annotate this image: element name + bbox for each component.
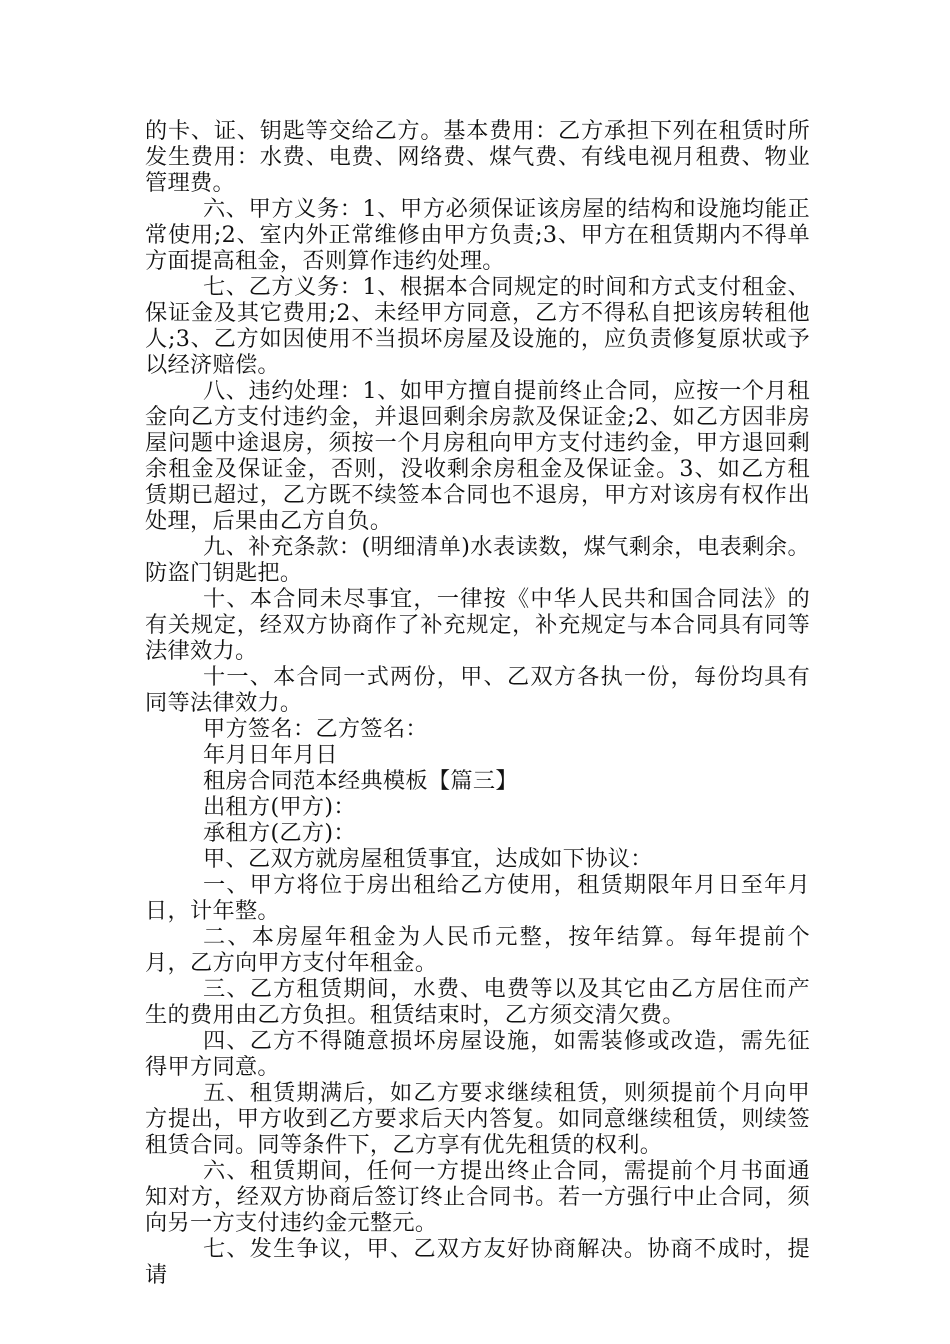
paragraph-clause-8-breach: 八、违约处理：1、如甲方擅自提前终止合同，应按一个月租金向乙方支付违约金，并退回剩余房款及保证金;2、如乙方因非房屋问题中途退房，须按一个月房租向甲方支付违约金，甲方退回剩余租金及保证金，否则，没收剩余房租金及保证金。3、如乙方租赁期已超过，乙方既不续签本合同也不退房，甲方对该房有权作出处理，后果由乙方自负。 [145, 378, 810, 534]
date-line: 年月日年月日 [203, 742, 338, 768]
document-body [145, 118, 810, 1288]
paragraph-continuation: 的卡、证、钥匙等交给乙方。基本费用：乙方承担下列在租赁时所发生费用：水费、电费、网络费、煤气费、有线电视月租费、物业管理费。 [145, 118, 810, 196]
paragraph-clause-9-supplementary: 九、补充条款：(明细清单)水表读数，煤气剩余，电表剩余。防盗门钥匙把。 [145, 534, 810, 586]
paragraph-clause-10-matters: 十、本合同未尽事宜，一律按《中华人民共和国合同法》的有关规定，经双方协商作了补充规定，补充规定与本合同具有同等法律效力。 [145, 586, 810, 664]
paragraph-article-4: 四、乙方不得随意损坏房屋设施，如需装修或改造，需先征得甲方同意。 [145, 1028, 810, 1080]
paragraph-clause-6-landlord-duties: 六、甲方义务：1、甲方必须保证该房屋的结构和设施均能正常使用;2、室内外正常维修由甲方负责;3、甲方在租赁期内不得单方面提高租金，否则算作违约处理。 [145, 196, 810, 274]
paragraph-clause-7-tenant-duties: 七、乙方义务：1、根据本合同规定的时间和方式支付租金、保证金及其它费用;2、未经甲方同意，乙方不得私自把该房转租他人;3、乙方如因使用不当损坏房屋及设施的，应负责修复原状或予以经济赔偿。 [145, 274, 810, 378]
signature-line: 甲方签名：乙方签名： [203, 716, 428, 742]
paragraph-article-1: 一、甲方将位于房出租给乙方使用，租赁期限年月日至年月日，计年整。 [145, 872, 810, 924]
lessor-line: 出租方(甲方)： [203, 794, 356, 820]
paragraph-article-6: 六、租赁期间，任何一方提出终止合同，需提前个月书面通知对方，经双方协商后签订终止合同书。若一方强行中止合同，须向另一方支付违约金元整元。 [145, 1158, 810, 1236]
paragraph-article-5: 五、租赁期满后，如乙方要求继续租赁，则须提前个月向甲方提出，甲方收到乙方要求后天内答复。如同意继续租赁，则续签租赁合同。同等条件下，乙方享有优先租赁的权利。 [145, 1080, 810, 1158]
paragraph-article-7: 七、发生争议，甲、乙双方友好协商解决。协商不成时，提请 [145, 1236, 810, 1288]
paragraph-article-2: 二、本房屋年租金为人民币元整，按年结算。每年提前个月，乙方向甲方支付年租金。 [145, 924, 810, 976]
section-heading: 租房合同范本经典模板【篇三】 [203, 768, 518, 794]
paragraph-clause-11-copies: 十一、本合同一式两份，甲、乙双方各执一份，每份均具有同等法律效力。 [145, 664, 810, 716]
paragraph-article-3: 三、乙方租赁期间，水费、电费等以及其它由乙方居住而产生的费用由乙方负担。租赁结束时，乙方须交清欠费。 [145, 976, 810, 1028]
lessee-line: 承租方(乙方)： [203, 820, 356, 846]
agreement-intro: 甲、乙双方就房屋租赁事宜，达成如下协议： [203, 846, 653, 872]
